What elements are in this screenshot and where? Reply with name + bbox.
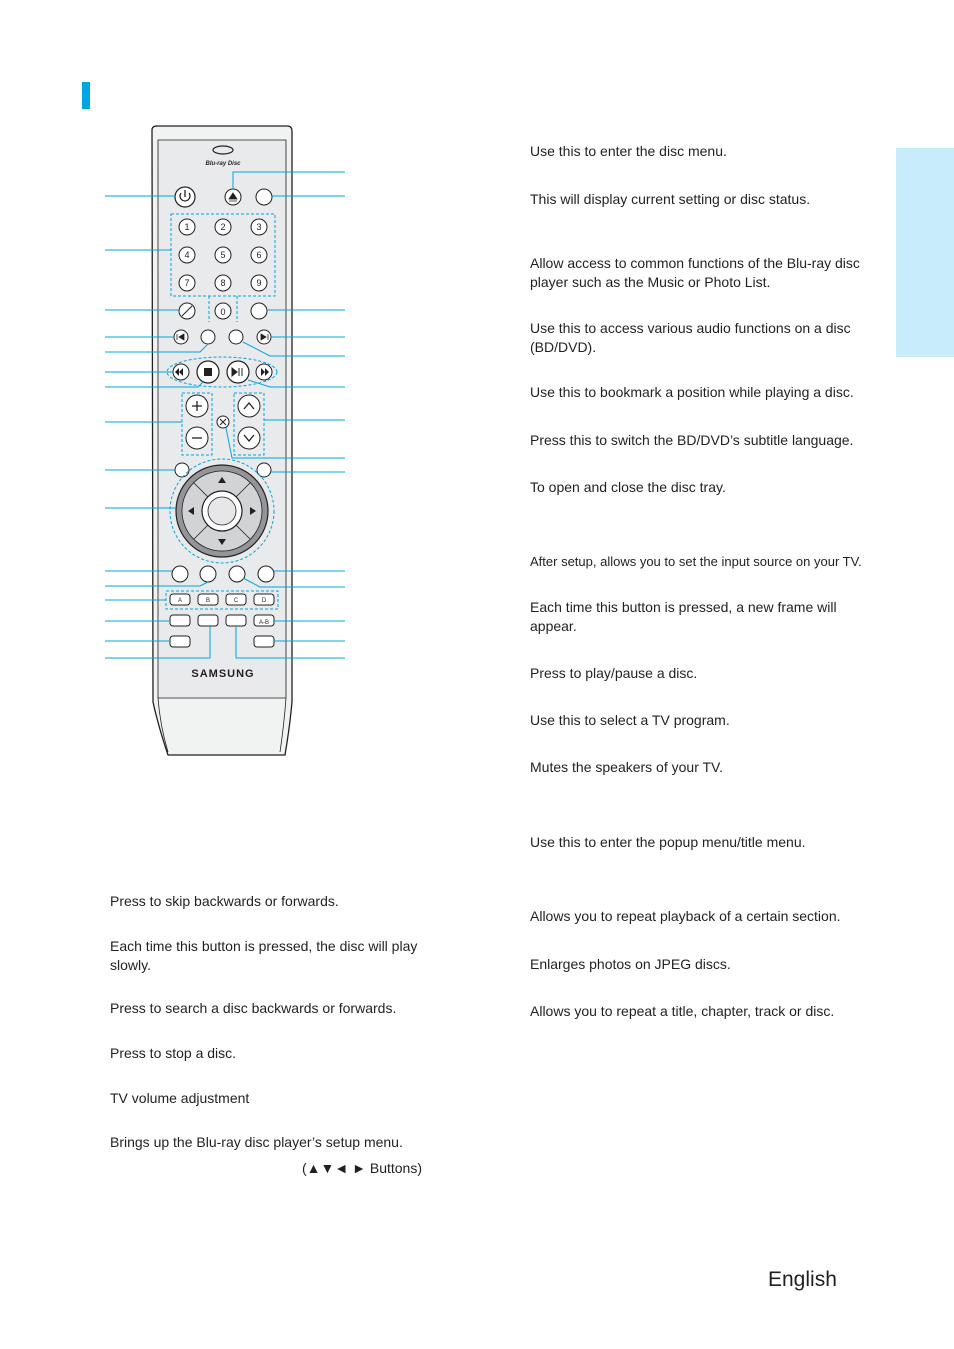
stop-icon [204, 368, 212, 376]
bluray-logo-text: Blu-ray Disc [205, 161, 241, 167]
desc-tv-channel: Use this to select a TV program. [530, 712, 730, 728]
desc-open-close: To open and close the disc tray. [530, 479, 726, 495]
desc-subtitle: Press this to switch the BD/DVD’s subtitle language. [530, 432, 854, 448]
number-key-label: 5 [220, 250, 226, 260]
desc-info: This will display current setting or disc status. [530, 191, 811, 207]
color-key-label: D [261, 598, 267, 604]
desc-search: Press to search a disc backwards or forwards. [110, 1000, 397, 1016]
desc-repeat-ab: Allows you to repeat playback of a certain section. [530, 908, 841, 924]
number-key-label: 6 [256, 250, 262, 260]
desc-tv-mute: Mutes the speakers of your TV. [530, 759, 723, 775]
desc-tv-source: After setup, allows you to set the input source on your TV. [530, 554, 862, 569]
number-key-label: 3 [256, 222, 262, 232]
desc-audio: Use this to access various audio functions on a disc (BD/DVD). [530, 320, 851, 355]
number-key-label: 8 [220, 278, 226, 288]
svg-text:SAMSUNG: SAMSUNG [191, 668, 255, 680]
desc-skip: Press to skip backwards or forwards. [110, 893, 339, 909]
desc-stop: Press to stop a disc. [110, 1045, 237, 1061]
desc-zoom: Enlarges photos on JPEG discs. [530, 956, 731, 972]
color-key-label: A [177, 598, 183, 604]
desc-tv-volume: TV volume adjustment [110, 1090, 250, 1106]
svg-text:0: 0 [220, 307, 226, 317]
desc-slow: Each time this button is pressed, the disc will play slowly. [110, 938, 418, 973]
desc-arrows: (▲▼◄ ► Buttons) [302, 1160, 423, 1176]
color-key-label: B [205, 598, 211, 604]
desc-menu: Brings up the Blu-ray disc player’s setup menu. [110, 1134, 403, 1150]
number-key-label: 2 [220, 222, 226, 232]
desc-play-pause: Press to play/pause a disc. [530, 665, 698, 681]
desc-disc-menu: Use this to enter the disc menu. [530, 143, 727, 159]
number-key-label: 7 [184, 278, 190, 288]
desc-step: Each time this button is pressed, a new frame will appear. [530, 599, 837, 634]
number-pad [179, 219, 267, 291]
number-key-label: 9 [256, 278, 262, 288]
desc-bookmark: Use this to bookmark a position while playing a disc. [530, 384, 854, 400]
desc-popup: Use this to enter the popup menu/title menu. [530, 834, 806, 850]
color-key-label: C [233, 598, 239, 604]
desc-repeat: Allows you to repeat a title, chapter, track or disc. [530, 1003, 835, 1019]
remote-control-illustration [100, 120, 360, 770]
svg-text:A-B: A-B [258, 620, 270, 626]
number-key-label: 4 [184, 250, 190, 260]
chapter-side-tab [896, 148, 954, 357]
desc-tools: Allow access to common functions of the Blu-ray disc player such as the Music or Photo List. [530, 255, 860, 290]
footer-language: English [768, 1268, 837, 1291]
section-title-bar [82, 82, 90, 109]
number-key-label: 1 [184, 222, 190, 232]
